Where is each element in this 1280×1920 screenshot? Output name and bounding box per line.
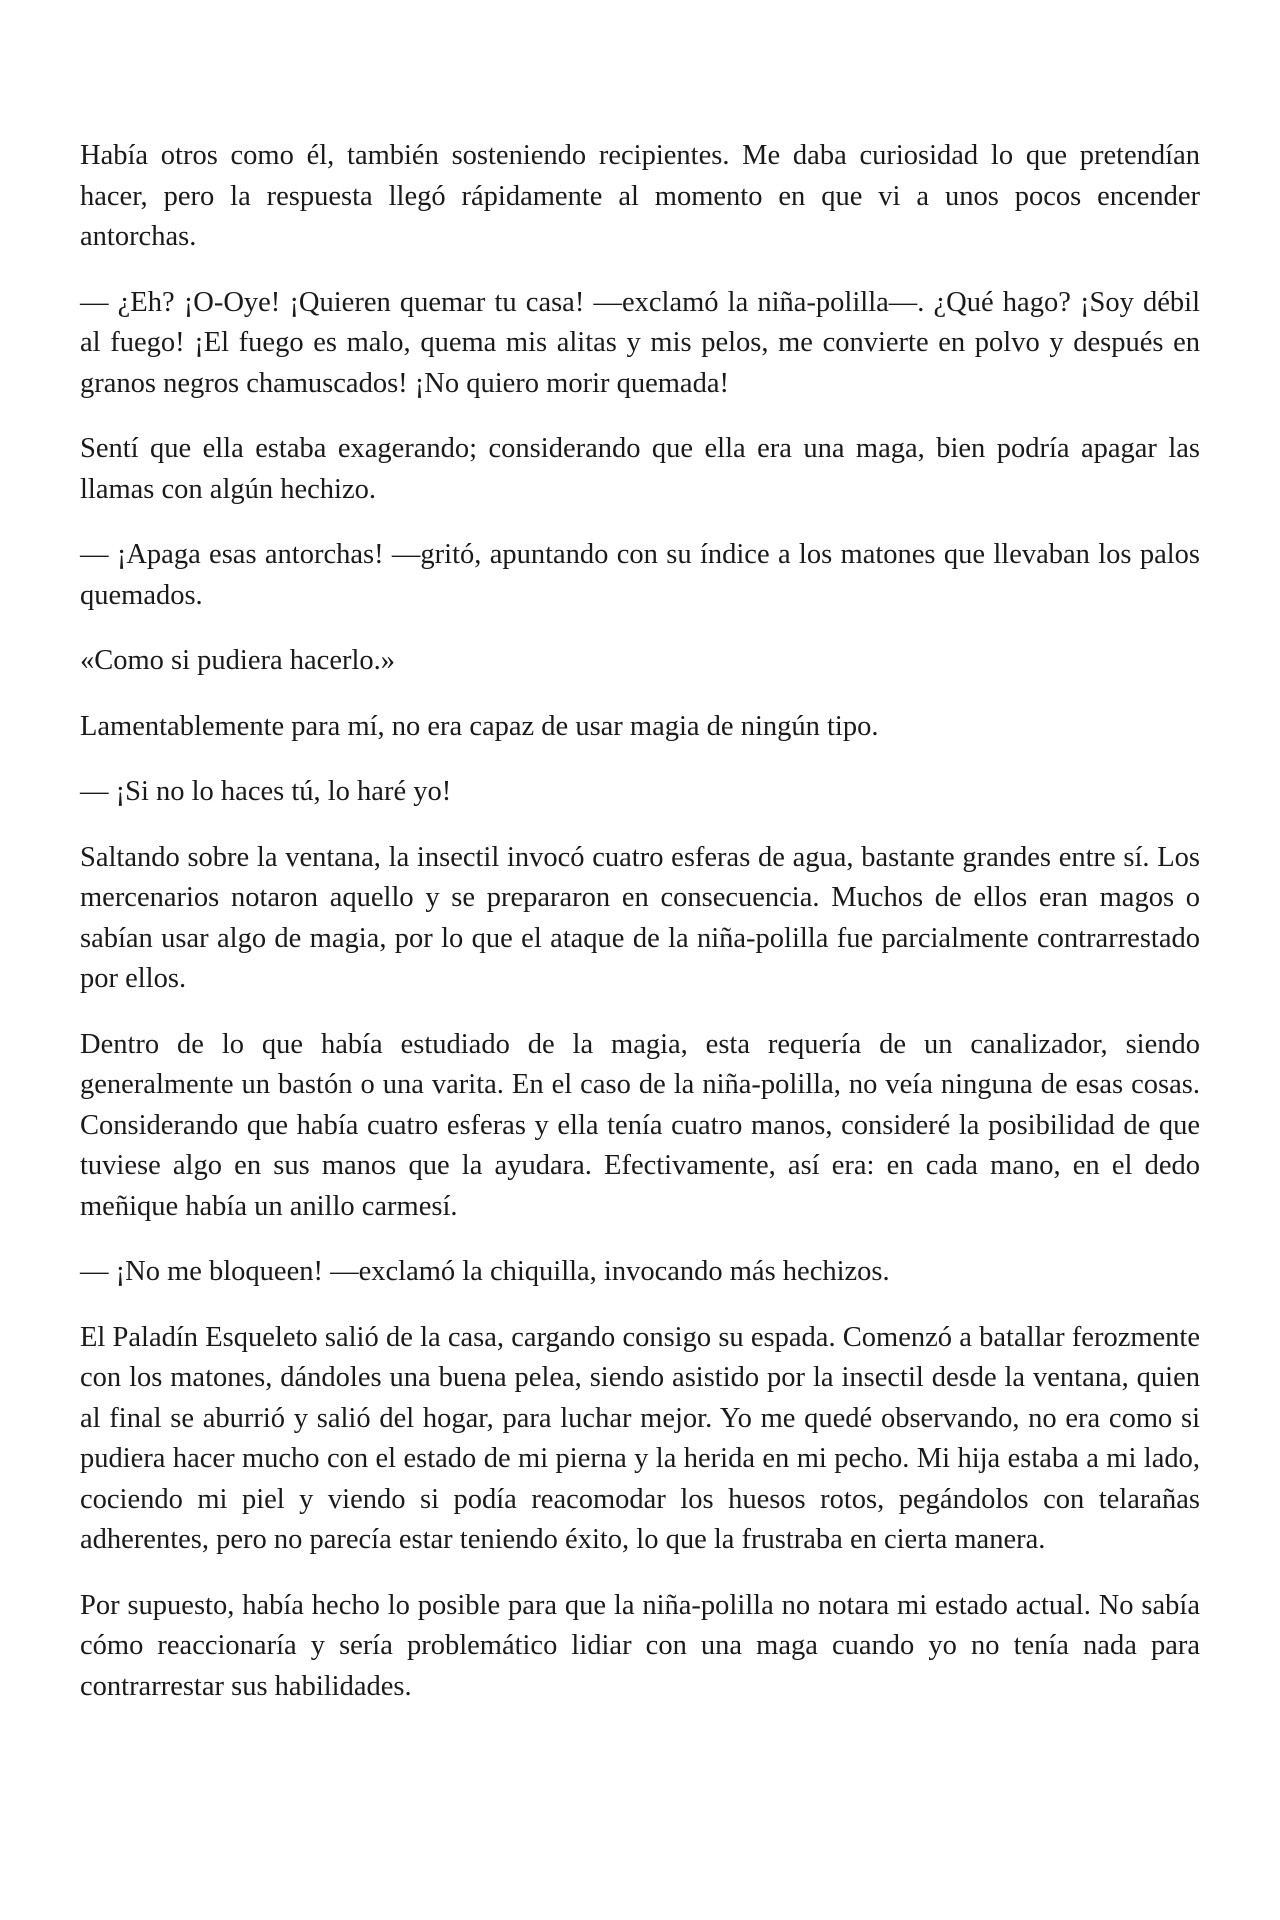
paragraph: — ¡Apaga esas antorchas! —gritó, apuntando con su índice a los matones que llevaban los palos quemados. bbox=[80, 539, 1200, 611]
paragraph: «Como si pudiera hacerlo.» bbox=[80, 645, 396, 676]
paragraph: Había otros como él, también sosteniendo recipientes. Me daba curiosidad lo que pretendían hacer, pero la respuesta llegó rápidamente al momento en que vi a unos pocos encender antorchas. bbox=[80, 140, 1200, 252]
document-page bbox=[80, 136, 1200, 1732]
paragraph: Saltando sobre la ventana, la insectil invocó cuatro esferas de agua, bastante grandes entre sí. Los mercenarios notaron aquello y se prepararon en consecuencia. Muchos de ellos eran magos o sabían usar algo de magia, por lo que el ataque de la niña-polilla fue parcialmente contrarrestado por ellos. bbox=[80, 841, 1200, 994]
paragraph: Por supuesto, había hecho lo posible para que la niña-polilla no notara mi estado actual. No sabía cómo reaccionaría y sería problemático lidiar con una maga cuando yo no tenía nada para contrarrestar sus habilidades. bbox=[80, 1589, 1200, 1702]
paragraph: — ¡No me bloqueen! —exclamó la chiquilla, invocando más hechizos. bbox=[80, 1256, 890, 1287]
paragraph: Sentí que ella estaba exagerando; considerando que ella era una maga, bien podría apagar las llamas con algún hechizo. bbox=[80, 433, 1200, 505]
paragraph: Lamentablemente para mí, no era capaz de usar magia de ningún tipo. bbox=[80, 710, 879, 742]
paragraph: — ¿Eh? ¡O-Oye! ¡Quieren quemar tu casa! —exclamó la niña-polilla—. ¿Qué hago? ¡Soy débil al fuego! ¡El fuego es malo, quema mis alitas y mis pelos, me convierte en polvo y después en granos negros chamuscados! ¡No quiero morir quemada! bbox=[80, 286, 1200, 399]
paragraph: — ¡Si no lo haces tú, lo haré yo! bbox=[80, 776, 452, 807]
paragraph: Dentro de lo que había estudiado de la magia, esta requería de un canalizador, siendo generalmente un bastón o una varita. En el caso de la niña-polilla, no veía ninguna de esas cosas. Considerando que había cuatro esferas y ella tenía cuatro manos, consideré la posibilidad de que tuviese algo en sus manos que la ayudara. Efectivamente, así era: en cada mano, en el dedo meñique había un anillo carmesí. bbox=[80, 1028, 1200, 1222]
paragraph: El Paladín Esqueleto salió de la casa, cargando consigo su espada. Comenzó a batallar ferozmente con los matones, dándoles una buena pelea, siendo asistido por la insectil desde la ventana, quien al final se aburrió y salió del hogar, para luchar mejor. Yo me quedé observando, no era como si pudiera hacer mucho con el estado de mi pierna y la herida en mi pecho. Mi hija estaba a mi lado, cociendo mi piel y viendo si podía reacomodar los huesos rotos, pegándolos con telarañas adherentes, pero no parecía estar teniendo éxito, lo que la frustraba en cierta manera. bbox=[80, 1321, 1200, 1555]
